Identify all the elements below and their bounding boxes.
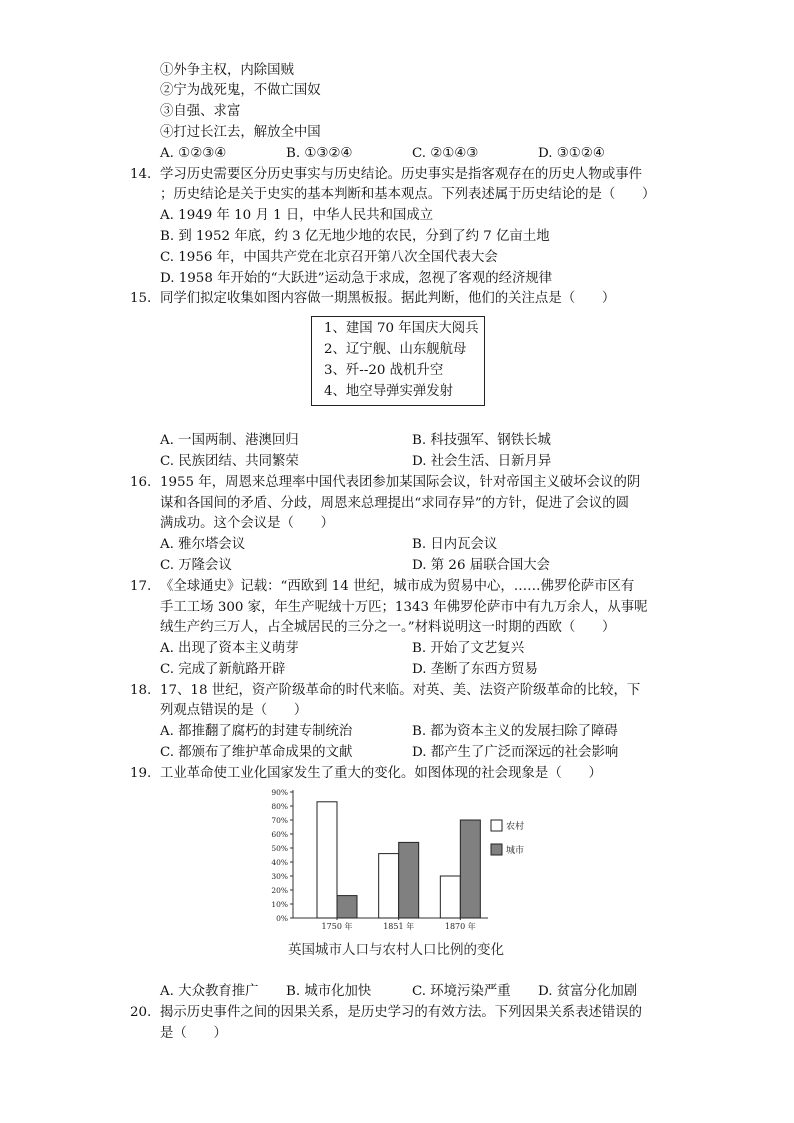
- q16-stem-line-3: 满成功。这个会议是（ ）: [160, 516, 335, 531]
- q16-option-c[interactable]: C. 万隆会议: [160, 558, 232, 573]
- y-tick-label: 20%: [271, 886, 288, 895]
- q15-box-line-2: 2、辽宁舰、山东舰航母: [324, 342, 467, 357]
- q20-stem-line-2: 是（ ）: [160, 1026, 227, 1041]
- q14-stem-line-2: ；历史结论是关于史实的基本判断和基本观点。下列表述属于历史结论的是（ ）: [160, 187, 656, 202]
- q18-option-a[interactable]: A. 都推翻了腐朽的封建专制统治: [160, 724, 353, 739]
- q17-stem-line-2: 手工工场 300 家，年生产呢绒十万匹；1343 年佛罗伦萨市中有九万余人，从事呢: [160, 600, 648, 615]
- q15-content-box: [311, 316, 485, 406]
- q17-option-d[interactable]: D. 垄断了东西方贸易: [412, 662, 538, 677]
- q13-option-a[interactable]: A. ①②③④: [160, 146, 227, 161]
- q16-number: 16.: [130, 475, 152, 490]
- q13-option-b[interactable]: B. ①③②④: [286, 146, 353, 161]
- x-tick-label: 1750 年: [321, 922, 353, 931]
- q13-item-2: ②宁为战死鬼，不做亡国奴: [160, 83, 321, 98]
- q17-option-a[interactable]: A. 出现了资本主义萌芽: [160, 641, 299, 656]
- bar-农村-1750 年: [317, 802, 337, 918]
- legend-label-农村: 农村: [506, 822, 525, 832]
- q14-number: 14.: [130, 167, 152, 182]
- q17-number: 17.: [130, 579, 152, 594]
- q15-box-line-4: 4、地空导弹实弹发射: [324, 384, 454, 399]
- q14-option-a[interactable]: A. 1949 年 10 月 1 日，中华人民共和国成立: [160, 208, 434, 223]
- population-bar-chart: [255, 786, 545, 968]
- q17-option-b[interactable]: B. 开始了文艺复兴: [412, 641, 525, 656]
- x-tick-label: 1851 年: [383, 922, 415, 931]
- q15-option-b[interactable]: B. 科技强军、钢铁长城: [412, 433, 551, 448]
- q15-box-line-1: 1、建国 70 年国庆大阅兵: [324, 321, 479, 336]
- q15-box-line-3: 3、歼--20 战机升空: [324, 363, 444, 378]
- bar-城市-1851 年: [399, 842, 419, 918]
- q19-option-a[interactable]: A. 大众教育推广: [160, 984, 259, 999]
- q19-stem: 工业革命使工业化国家发生了重大的变化。如图体现的社会现象是（ ）: [160, 766, 602, 781]
- q19-option-d[interactable]: D. 贫富分化加剧: [538, 984, 638, 999]
- legend-label-城市: 城市: [506, 846, 525, 856]
- legend-swatch-农村: [491, 820, 502, 831]
- q18-number: 18.: [130, 683, 152, 698]
- q13-option-d[interactable]: D. ③①②④: [538, 146, 605, 161]
- q20-number: 20.: [130, 1005, 152, 1020]
- chart-title: 英国城市人口与农村人口比例的变化: [288, 942, 504, 958]
- bar-城市-1750 年: [337, 896, 357, 918]
- y-tick-label: 30%: [271, 872, 288, 881]
- q18-option-d[interactable]: D. 都产生了广泛而深远的社会影响: [412, 745, 619, 760]
- y-tick-label: 50%: [271, 844, 288, 853]
- q18-stem-line-2: 列观点错误的是（ ）: [160, 703, 308, 718]
- x-tick-label: 1870 年: [444, 922, 476, 931]
- legend-swatch-城市: [491, 844, 502, 855]
- y-tick-label: 60%: [271, 830, 288, 839]
- q16-option-b[interactable]: B. 日内瓦会议: [412, 537, 498, 552]
- q18-option-b[interactable]: B. 都为资本主义的发展扫除了障碍: [412, 724, 618, 739]
- q16-stem-line-1: 1955 年，周恩来总理率中国代表团参加某国际会议，针对帝国主义破坏会议的阴: [160, 475, 641, 490]
- q19-option-c[interactable]: C. 环境污染严重: [412, 984, 511, 999]
- q20-stem-line-1: 揭示历史事件之间的因果关系，是历史学习的有效方法。下列因果关系表述错误的: [160, 1005, 643, 1020]
- q18-option-c[interactable]: C. 都颁布了维护革命成果的文献: [160, 745, 353, 760]
- q13-item-4: ④打过长江去，解放全中国: [160, 125, 321, 140]
- q15-number: 15.: [130, 291, 152, 306]
- q19-option-b[interactable]: B. 城市化加快: [286, 984, 372, 999]
- q13-item-1: ①外争主权，内除国贼: [160, 63, 294, 78]
- q17-stem-line-1: 《全球通史》记载：“西欧到 14 世纪，城市成为贸易中心，……佛罗伦萨市区有: [160, 579, 635, 594]
- q15-option-c[interactable]: C. 民族团结、共同繁荣: [160, 454, 299, 469]
- bar-农村-1870 年: [440, 876, 460, 918]
- q17-stem-line-3: 绒生产约三万人，占全城居民的三分之一。”材料说明这一时期的西欧（ ）: [160, 620, 616, 635]
- y-tick-label: 0%: [276, 914, 288, 923]
- q16-option-d[interactable]: D. 第 26 届联合国大会: [412, 558, 551, 573]
- y-tick-label: 10%: [271, 900, 288, 909]
- q18-stem-line-1: 17、18 世纪，资产阶级革命的时代来临。对英、美、法资产阶级革命的比较，下: [160, 683, 641, 698]
- q19-number: 19.: [130, 766, 152, 781]
- q15-option-a[interactable]: A. 一国两制、港澳回归: [160, 433, 299, 448]
- q14-option-d[interactable]: D. 1958 年开始的“大跃进”运动急于求成，忽视了客观的经济规律: [160, 271, 553, 286]
- bar-农村-1851 年: [379, 854, 399, 918]
- y-tick-label: 80%: [271, 802, 288, 811]
- y-tick-label: 70%: [271, 816, 288, 825]
- q14-option-b[interactable]: B. 到 1952 年底，约 3 亿无地少地的农民，分到了约 7 亿亩土地: [160, 229, 550, 244]
- q14-stem-line-1: 学习历史需要区分历史事实与历史结论。历史事实是指客观存在的历史人物或事件: [160, 167, 643, 182]
- q16-option-a[interactable]: A. 雅尔塔会议: [160, 537, 246, 552]
- q15-stem: 同学们拟定收集如图内容做一期黑板报。据此判断，他们的关注点是（ ）: [160, 291, 616, 306]
- q14-option-c[interactable]: C. 1956 年，中国共产党在北京召开第八次全国代表大会: [160, 250, 498, 265]
- y-tick-label: 40%: [271, 858, 288, 867]
- q13-option-c[interactable]: C. ②①④③: [412, 146, 479, 161]
- bar-城市-1870 年: [460, 820, 480, 918]
- q17-option-c[interactable]: C. 完成了新航路开辟: [160, 662, 286, 677]
- q13-item-3: ③自强、求富: [160, 104, 241, 119]
- q15-option-d[interactable]: D. 社会生活、日新月异: [412, 454, 552, 469]
- y-tick-label: 90%: [271, 788, 288, 797]
- q16-stem-line-2: 谋和各国间的矛盾、分歧，周恩来总理提出“求同存异”的方针，促进了会议的圆: [160, 496, 629, 511]
